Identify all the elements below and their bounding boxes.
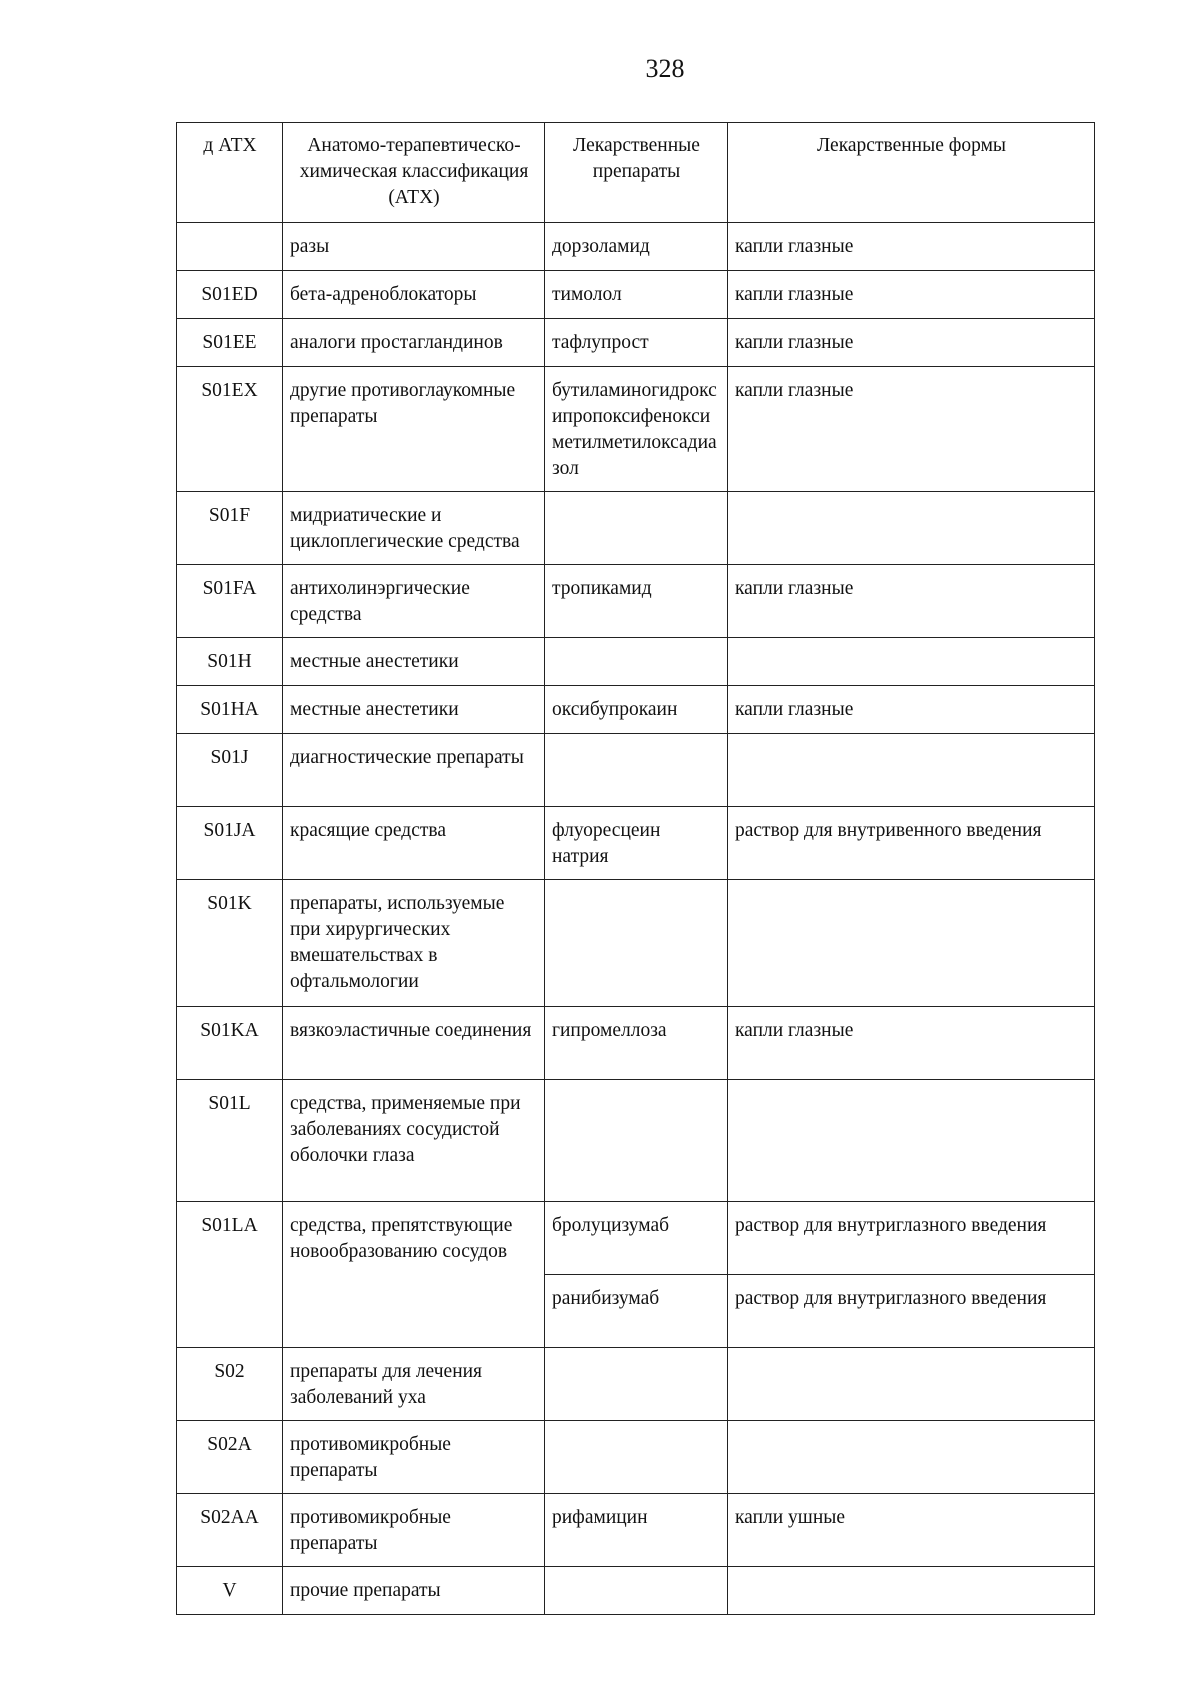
table-header-row — [177, 123, 1095, 223]
atx-classification: бета-адреноблокаторы — [283, 271, 545, 319]
dosage-form: капли глазные — [728, 319, 1095, 367]
atx-classification: средства, препятствующие новообразованию сосудов — [283, 1202, 545, 1348]
atx-classification: диагностические препараты — [283, 734, 545, 807]
atx-code: V — [177, 1567, 283, 1615]
header-classification: Анатомо-терапевтическо-химическая классификация (АТХ) — [283, 123, 545, 223]
drug-name: флуоресцеин натрия — [545, 807, 728, 880]
drug-name: бролуцизумаб — [545, 1202, 728, 1275]
drug-name: ранибизумаб — [545, 1275, 728, 1348]
drug-name — [545, 880, 728, 1007]
atx-classification: красящие средства — [283, 807, 545, 880]
dosage-form: капли глазные — [728, 271, 1095, 319]
atx-classification: разы — [283, 223, 545, 271]
dosage-form: капли ушные — [728, 1494, 1095, 1567]
dosage-form — [728, 1348, 1095, 1421]
atx-code: S02A — [177, 1421, 283, 1494]
page-number: 328 — [645, 54, 685, 83]
atx-classification: антихолинэргические средства — [283, 565, 545, 638]
dosage-form: капли глазные — [728, 367, 1095, 492]
table-row — [177, 1080, 1095, 1202]
atx-classification: мидриатические и циклоплегические средства — [283, 492, 545, 565]
dosage-form: капли глазные — [728, 686, 1095, 734]
table-row — [177, 319, 1095, 367]
table-row — [177, 271, 1095, 319]
dosage-form: раствор для внутриглазного введения — [728, 1275, 1095, 1348]
atx-code: S01HA — [177, 686, 283, 734]
atx-classification: препараты для лечения заболеваний уха — [283, 1348, 545, 1421]
header-drugs: Лекарственные препараты — [545, 123, 728, 223]
atx-code: S01JA — [177, 807, 283, 880]
atx-code: S01K — [177, 880, 283, 1007]
atx-code: S02AA — [177, 1494, 283, 1567]
drug-name: тафлупрост — [545, 319, 728, 367]
drug-name: дорзоламид — [545, 223, 728, 271]
drug-name: рифамицин — [545, 1494, 728, 1567]
atx-code: S01J — [177, 734, 283, 807]
drug-name — [545, 1348, 728, 1421]
atx-code: S01FA — [177, 565, 283, 638]
atx-classification: средства, применяемые при заболеваниях сосудистой оболочки глаза — [283, 1080, 545, 1202]
atx-code: S01LA — [177, 1202, 283, 1348]
atx-classification: другие противоглаукомные препараты — [283, 367, 545, 492]
dosage-form: капли глазные — [728, 565, 1095, 638]
table-row — [177, 223, 1095, 271]
atx-classification: прочие препараты — [283, 1567, 545, 1615]
drug-name: тимолол — [545, 271, 728, 319]
atx-classification: аналоги простагландинов — [283, 319, 545, 367]
dosage-form — [728, 880, 1095, 1007]
atx-classification: местные анестетики — [283, 686, 545, 734]
drug-name — [545, 1421, 728, 1494]
atx-code: S01F — [177, 492, 283, 565]
table-row — [177, 565, 1095, 638]
table-row — [177, 807, 1095, 880]
atx-code: S01KA — [177, 1007, 283, 1080]
dosage-form — [728, 1567, 1095, 1615]
atx-code — [177, 223, 283, 271]
atx-code: S01ED — [177, 271, 283, 319]
dosage-form — [728, 1421, 1095, 1494]
dosage-form — [728, 1080, 1095, 1202]
atx-classification: местные анестетики — [283, 638, 545, 686]
atx-code: S02 — [177, 1348, 283, 1421]
drug-name — [545, 1080, 728, 1202]
header-forms: Лекарственные формы — [728, 123, 1095, 223]
atx-code: S01L — [177, 1080, 283, 1202]
table-row — [177, 1007, 1095, 1080]
table-row — [177, 1202, 1095, 1275]
dosage-form — [728, 638, 1095, 686]
drug-name: оксибупрокаин — [545, 686, 728, 734]
drug-name: гипромеллоза — [545, 1007, 728, 1080]
atx-code: S01EE — [177, 319, 283, 367]
drug-name — [545, 492, 728, 565]
table-row — [177, 1567, 1095, 1615]
header-code: д АТХ — [177, 123, 283, 223]
table-row — [177, 638, 1095, 686]
table-row — [177, 1494, 1095, 1567]
atx-table — [176, 122, 1095, 1615]
table-row — [177, 1421, 1095, 1494]
dosage-form — [728, 492, 1095, 565]
atx-classification: противомикробные препараты — [283, 1421, 545, 1494]
dosage-form: раствор для внутривенного введения — [728, 807, 1095, 880]
drug-name — [545, 638, 728, 686]
drug-name: тропикамид — [545, 565, 728, 638]
table-row — [177, 1348, 1095, 1421]
drug-name: бутиламиногидроксипропоксифеноксиметилметилоксадиазол — [545, 367, 728, 492]
atx-classification: вязкоэластичные соединения — [283, 1007, 545, 1080]
table-row — [177, 492, 1095, 565]
atx-classification: противомикробные препараты — [283, 1494, 545, 1567]
atx-classification: препараты, используемые при хирургических вмешательствах в офтальмологии — [283, 880, 545, 1007]
dosage-form: раствор для внутриглазного введения — [728, 1202, 1095, 1275]
drug-name — [545, 1567, 728, 1615]
table-row — [177, 686, 1095, 734]
atx-code: S01H — [177, 638, 283, 686]
atx-code: S01EX — [177, 367, 283, 492]
table-row — [177, 880, 1095, 1007]
table-row — [177, 367, 1095, 492]
dosage-form — [728, 734, 1095, 807]
drug-name — [545, 734, 728, 807]
table-row — [177, 734, 1095, 807]
dosage-form: капли глазные — [728, 1007, 1095, 1080]
dosage-form: капли глазные — [728, 223, 1095, 271]
